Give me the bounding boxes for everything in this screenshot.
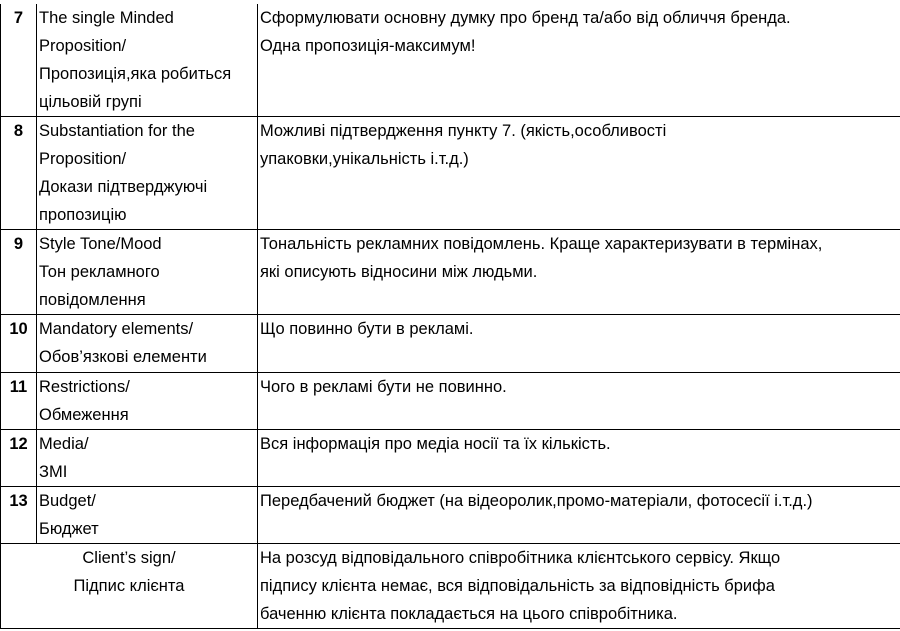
row-number: 12: [1, 430, 37, 487]
row-description: Чого в рекламі бути не повинно.: [258, 373, 900, 430]
row-label: Substantiation for the Proposition/ Докази підтверджуючі пропозицію: [37, 117, 258, 230]
row-number: 8: [1, 117, 37, 230]
table-row: [1, 230, 900, 315]
client-sign-label: Client’s sign/ Підпис клієнта: [1, 544, 258, 629]
row-label: Media/ ЗМІ: [37, 430, 258, 487]
table-row: [1, 430, 900, 487]
row-number: 9: [1, 230, 37, 315]
row-number: 10: [1, 315, 37, 373]
row-description: Передбачений бюджет (на відеоролик,промо-матеріали, фотосесії і.т.д.): [258, 487, 900, 544]
row-label: Mandatory elements/ Обов’язкові елементи: [37, 315, 258, 373]
row-label: Style Tone/Mood Тон рекламного повідомлення: [37, 230, 258, 315]
client-sign-description: На розсуд відповідального співробітника клієнтського сервісу. Якщо підпису клієнта немає, вся відповідальність за відповідність брифа баченню клієнта покладається на цього співробітника.: [258, 544, 900, 629]
table-row: [1, 4, 900, 117]
table-row: [1, 373, 900, 430]
row-number: 11: [1, 373, 37, 430]
row-description: Можливі підтвердження пункту 7. (якість,особливості упаковки,унікальність і.т.д.): [258, 117, 900, 230]
brief-table: [0, 4, 900, 629]
brief-table-body: [1, 4, 900, 629]
row-number: 13: [1, 487, 37, 544]
row-label: Budget/ Бюджет: [37, 487, 258, 544]
row-description: Що повинно бути в рекламі.: [258, 315, 900, 373]
row-description: Тональність рекламних повідомлень. Краще характеризувати в термінах, які описують відносини між людьми.: [258, 230, 900, 315]
table-row: [1, 487, 900, 544]
row-description: Вся інформація про медіа носії та їх кількість.: [258, 430, 900, 487]
row-number: 7: [1, 4, 37, 117]
table-row: [1, 117, 900, 230]
client-sign-row: [1, 544, 900, 629]
row-description: Сформулювати основну думку про бренд та/або від обличчя бренда. Одна пропозиція-максимум!: [258, 4, 900, 117]
table-row: [1, 315, 900, 373]
row-label: The single Minded Proposition/ Пропозиція,яка робиться цільовій групі: [37, 4, 258, 117]
row-label: Restrictions/ Обмеження: [37, 373, 258, 430]
